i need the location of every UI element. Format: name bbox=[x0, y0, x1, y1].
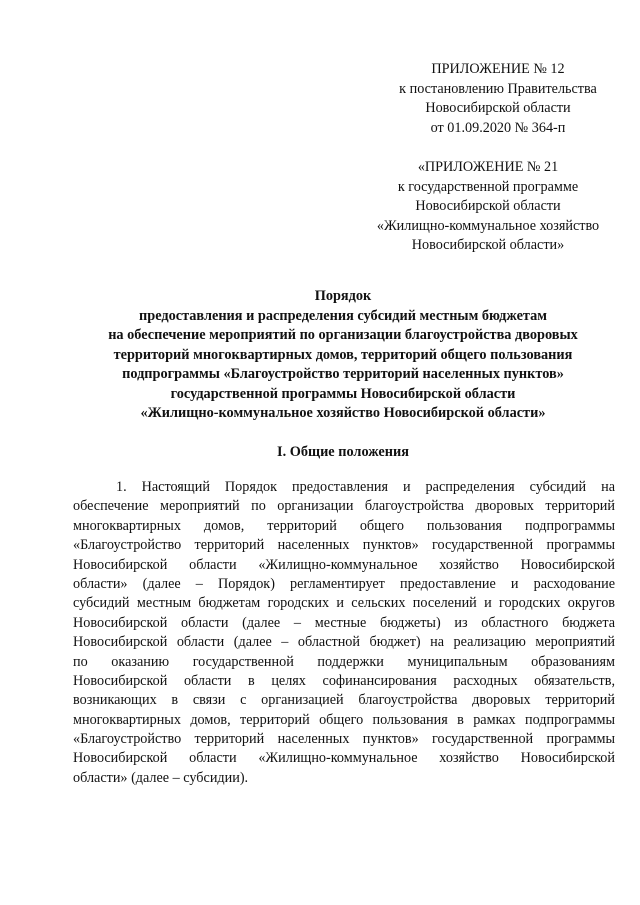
paragraph-line: области» (далее – Порядок) регламентирует предоставление и расходование bbox=[73, 575, 615, 592]
appendix-21-line-4: «Жилищно-коммунальное хозяйство bbox=[376, 217, 600, 234]
document-title bbox=[60, 287, 626, 424]
appendix-21-line-2: к государственной программе bbox=[397, 178, 579, 195]
paragraph-line: Новосибирской области в целях софинансирования расходных обязательств, bbox=[73, 672, 615, 689]
appendix-12-line-3: Новосибирской области bbox=[425, 100, 571, 116]
paragraph-1 bbox=[73, 478, 615, 788]
paragraph-line: Новосибирской области «Жилищно-коммунальное хозяйство Новосибирской bbox=[73, 556, 615, 573]
appendix-21-header bbox=[356, 158, 620, 256]
paragraph-line: Новосибирской области «Жилищно-коммунальное хозяйство Новосибирской bbox=[73, 750, 615, 767]
paragraph-line: 1. Настоящий Порядок предоставления и распределения субсидий на bbox=[116, 479, 615, 495]
paragraph-line: многоквартирных домов, территорий общего пользования подпрограммы bbox=[73, 517, 615, 534]
title-line: предоставления и распределения субсидий местным бюджетам bbox=[139, 307, 547, 324]
paragraph-line: «Благоустройство территорий населенных пунктов» государственной программы bbox=[73, 731, 615, 748]
paragraph-line: обеспечение мероприятий по организации благоустройства дворовых территорий bbox=[73, 498, 615, 515]
paragraph-line: «Благоустройство территорий населенных пунктов» государственной программы bbox=[73, 537, 615, 554]
appendix-21-title: «ПРИЛОЖЕНИЕ № 21 bbox=[417, 159, 559, 175]
title-line: государственной программы Новосибирской области bbox=[170, 385, 516, 402]
paragraph-line: возникающих в связи с организацией благоустройства дворовых территорий bbox=[73, 692, 615, 709]
title-line: на обеспечение мероприятий по организации благоустройства дворовых bbox=[108, 327, 578, 343]
paragraph-line: Новосибирской области (далее – местные бюджеты) из областного бюджета bbox=[73, 614, 615, 631]
appendix-21-line-5: Новосибирской области» bbox=[411, 237, 565, 253]
title-line: территорий многоквартирных домов, территорий общего пользования bbox=[113, 346, 573, 363]
appendix-12-title: ПРИЛОЖЕНИЕ № 12 bbox=[431, 61, 565, 77]
paragraph-line: субсидий местным бюджетам городских и сельских поселений и городских округов bbox=[73, 595, 615, 612]
appendix-12-header bbox=[378, 60, 618, 138]
title-line: Порядок bbox=[314, 288, 372, 304]
section-heading: I. Общие положения bbox=[277, 444, 409, 460]
paragraph-line: по оказанию государственной поддержки муниципальным образованиям bbox=[73, 653, 615, 670]
appendix-21-line-3: Новосибирской области bbox=[415, 198, 561, 214]
title-line: подпрограммы «Благоустройство территорий населенных пунктов» bbox=[122, 366, 564, 382]
appendix-12-date: от 01.09.2020 № 364-п bbox=[430, 119, 566, 136]
paragraph-line: многоквартирных домов, территорий общего пользования в рамках подпрограммы bbox=[73, 711, 615, 728]
title-line: «Жилищно-коммунальное хозяйство Новосибирской области» bbox=[140, 405, 546, 421]
paragraph-line: области» (далее – субсидии). bbox=[73, 769, 249, 786]
appendix-12-line-2: к постановлению Правительства bbox=[399, 80, 597, 97]
paragraph-line: Новосибирской области (далее – областной бюджет) на реализацию мероприятий bbox=[73, 634, 615, 651]
